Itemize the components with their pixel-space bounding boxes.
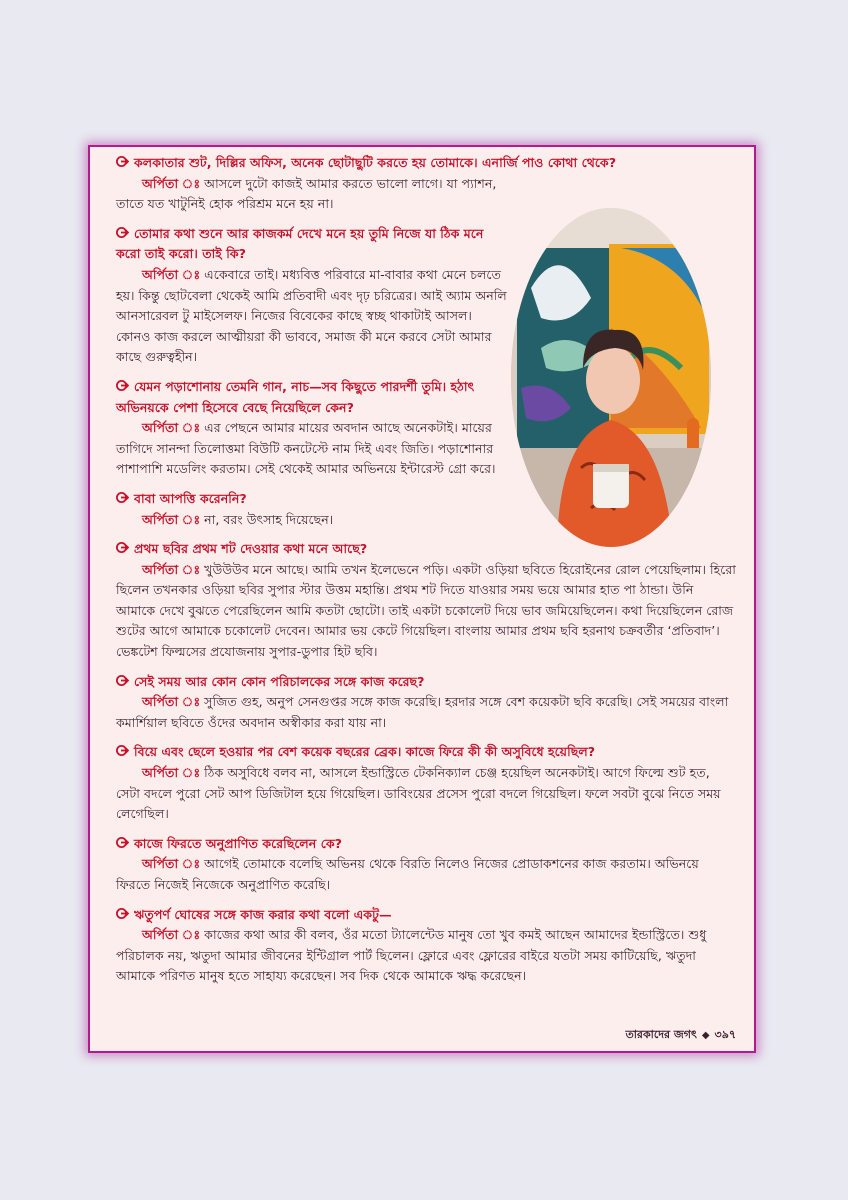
- answer-text: আসলে দুটো কাজই আমার করতে ভালো লাগে। যা প্যাশন, তাতে যত খাটুনিই হোক পরিশ্রম মনে হয় না।: [116, 175, 497, 212]
- toggle-arrow-icon: [116, 377, 129, 398]
- question: [116, 742, 736, 763]
- qa-block: [116, 672, 736, 734]
- question: [116, 489, 508, 510]
- qa-block: [116, 539, 736, 663]
- section-title: তারকাদের জগৎ: [625, 1028, 697, 1041]
- question: [116, 834, 736, 855]
- answer: [116, 692, 736, 733]
- speaker-label: অর্পিতা ঃ: [142, 266, 201, 282]
- answer-text: এর পেছনে আমার মায়ের অবদান আছে অনেকটাই। মায়ের তাগিদে সানন্দা তিলোত্তমা বিউটি কনটেস্টে নাম দিই এবং জিতি। পড়াশোনার পাশাপাশি মডেলিং করতাম। সেই থেকেই আমার অভিনয়ে ইন্টারেস্ট গ্রো করে।: [116, 420, 496, 477]
- question: [116, 224, 508, 265]
- answer: [116, 854, 736, 895]
- portrait-photo: [511, 208, 711, 547]
- toggle-arrow-icon: [116, 153, 129, 174]
- speaker-label: অর্পিতা ঃ: [142, 856, 201, 872]
- answer-text: একেবারে তাই। মধ্যবিত্ত পরিবারে মা-বাবার কথা মেনে চলতে হয়। কিন্তু ছোটবেলা থেকেই আমি প্রতিবাদী এবং দৃঢ় চরিত্রের। আই অ্যাম অনলি আনসারেবল টু মাইসেলফ। নিজের বিবেকের কাছে স্বচ্ছ থাকাটাই আসল। কোনও কাজ করলে আত্মীয়রা কী ভাববে, সমাজ কী মনে করবে সেটা আমার কাছে গুরুত্বহীন।: [116, 266, 507, 365]
- question-text: বিয়ে এবং ছেলে হওয়ার পর বেশ কয়েক বছরের ব্রেক। কাজে ফিরে কী কী অসুবিধে হয়েছিল?: [134, 744, 596, 760]
- answer: [116, 174, 508, 215]
- qa-block: [116, 834, 736, 896]
- answer: [116, 560, 736, 663]
- answer-text: না, বরং উৎসাহ দিয়েছেন।: [204, 511, 334, 527]
- question: [116, 672, 736, 693]
- speaker-label: অর্পিতা ঃ: [142, 765, 201, 781]
- speaker-label: অর্পিতা ঃ: [142, 561, 201, 577]
- qa-block: [116, 742, 736, 824]
- toggle-arrow-icon: [116, 489, 129, 510]
- answer: [116, 265, 508, 368]
- answer: [116, 418, 508, 480]
- answer: [116, 510, 508, 531]
- question-text: সেই সময় আর কোন কোন পরিচালকের সঙ্গে কাজ করেছ?: [134, 673, 425, 689]
- toggle-arrow-icon: [116, 905, 129, 926]
- page-footer: [625, 1026, 736, 1045]
- question-text: কাজে ফিরতে অনুপ্রাণিত করেছিলেন কে?: [134, 835, 342, 851]
- question-text: বাবা আপত্তি করেননি?: [134, 490, 247, 506]
- toggle-arrow-icon: [116, 834, 129, 855]
- question: [116, 539, 736, 560]
- answer-text: ঠিক অসুবিধে বলব না, আসলে ইন্ডাস্ট্রিতে টেকনিক্যাল চেঞ্জ হয়েছিল অনেকটাই। আগে ফিল্মে শুট হত, সেটা বদলে পুরো সেট আপ ডিজিটাল হয়ে গিয়েছিল। ডাবিংয়ের প্রসেস পুরো বদলে গিয়েছিল। ফলে সবটা বুঝে নিতে সময় লেগেছিল।: [116, 765, 721, 822]
- question-text: তোমার কথা শুনে আর কাজকর্ম দেখে মনে হয় তুমি নিজে যা ঠিক মনে করো তাই করো। তাই কি?: [116, 225, 484, 262]
- answer-text: সুজিত গুহ, অনুপ সেনগুপ্তর সঙ্গে কাজ করেছি। হরদার সঙ্গে বেশ কয়েকটা ছবি করেছি। সেই সময়ের বাংলা কমার্শিয়াল ছবিতে ওঁদের অবদান অস্বীকার করা যায় না।: [116, 694, 729, 730]
- answer-text: খুউউউব মনে আছে। আমি তখন ইলেভেনে পড়ি। একটা ওড়িয়া ছবিতে হিরোইনের রোল পেয়েছিলাম। হিরো ছিলেন তখনকার ওড়িয়া ছবির সুপার স্টার উত্তম মহান্তি। প্রথম শট দিতে যাওয়ার সময় ভয়ে আমার হাত পা ঠান্ডা। উনি আমাকে দেখে বুঝতে পেরেছিলেন আমি কতটা ছোটো। তাই একটা চকোলেট দিয়ে ভাব জমিয়েছিলেন। কথা দিয়েছিলেন রোজ শুটের আগে আমাকে চকোলেট দেবেন। আমার ভয় কেটে গিয়েছিল। বাংলায় আমার প্রথম ছবি হরনাথ চক্রবর্তীর ‘প্রতিবাদ’। ভেঙ্কটেশ ফিল্মসের প্রযোজনায় সুপার-ডুপার হিট ছবি।: [116, 561, 736, 660]
- question: [116, 153, 736, 174]
- article-page: [88, 145, 756, 1053]
- question: [116, 377, 508, 418]
- toggle-arrow-icon: [116, 672, 129, 693]
- question-text: কলকাতার শুট, দিল্লির অফিস, অনেক ছোটাছুটি করতে হয় তোমাকে। এনার্জি পাও কোথা থেকে?: [134, 155, 617, 170]
- qa-block: [116, 153, 736, 215]
- toggle-arrow-icon: [116, 224, 129, 245]
- answer-text: আগেই তোমাকে বলেছি অভিনয় থেকে বিরতি নিলেও নিজের প্রোডাকশনের কাজ করতাম। অভিনয়ে ফিরতে নিজেই নিজেকে অনুপ্রাণিত করেছি।: [116, 856, 699, 892]
- diamond-icon: ◆: [701, 1030, 710, 1041]
- speaker-label: অর্পিতা ঃ: [142, 175, 201, 191]
- answer: [116, 763, 736, 825]
- speaker-label: অর্পিতা ঃ: [142, 511, 201, 527]
- speaker-label: অর্পিতা ঃ: [142, 927, 201, 943]
- question-text: প্রথম ছবির প্রথম শট দেওয়ার কথা মনে আছে?: [134, 541, 368, 557]
- qa-block: [116, 905, 736, 987]
- question: [116, 905, 736, 926]
- answer-text: কাজের কথা আর কী বলব, ওঁর মতো ট্যালেন্টেড মানুষ তো খুব কমই আছেন আমাদের ইন্ডাস্ট্রিতে। শুধু পরিচালক নয়, ঋতুদা আমার জীবনের ইন্টিগ্রাল পার্ট ছিলেন। ফ্লোরে এবং ফ্লোরের বাইরে যতটা সময় কাটিয়েছি, ঋতুদা আমাকে পরিণত মানুষ হতে সাহায্য করেছেন। সব দিক থেকে আমাকে ঋদ্ধ করেছেন।: [116, 927, 707, 984]
- speaker-label: অর্পিতা ঃ: [142, 420, 201, 436]
- question-text: ঋতুপর্ণ ঘোষের সঙ্গে কাজ করার কথা বলো একটু—: [134, 906, 392, 922]
- page-number: ৩৯৭: [714, 1028, 736, 1041]
- toggle-arrow-icon: [116, 539, 129, 560]
- speaker-label: অর্পিতা ঃ: [142, 694, 201, 710]
- question-text: যেমন পড়াশোনায় তেমনি গান, নাচ—সব কিছুতে পারদর্শী তুমি। হঠাৎ অভিনয়কে পেশা হিসেবে বেছে নিয়েছিলে কেন?: [116, 378, 475, 415]
- answer: [116, 925, 736, 987]
- toggle-arrow-icon: [116, 742, 129, 763]
